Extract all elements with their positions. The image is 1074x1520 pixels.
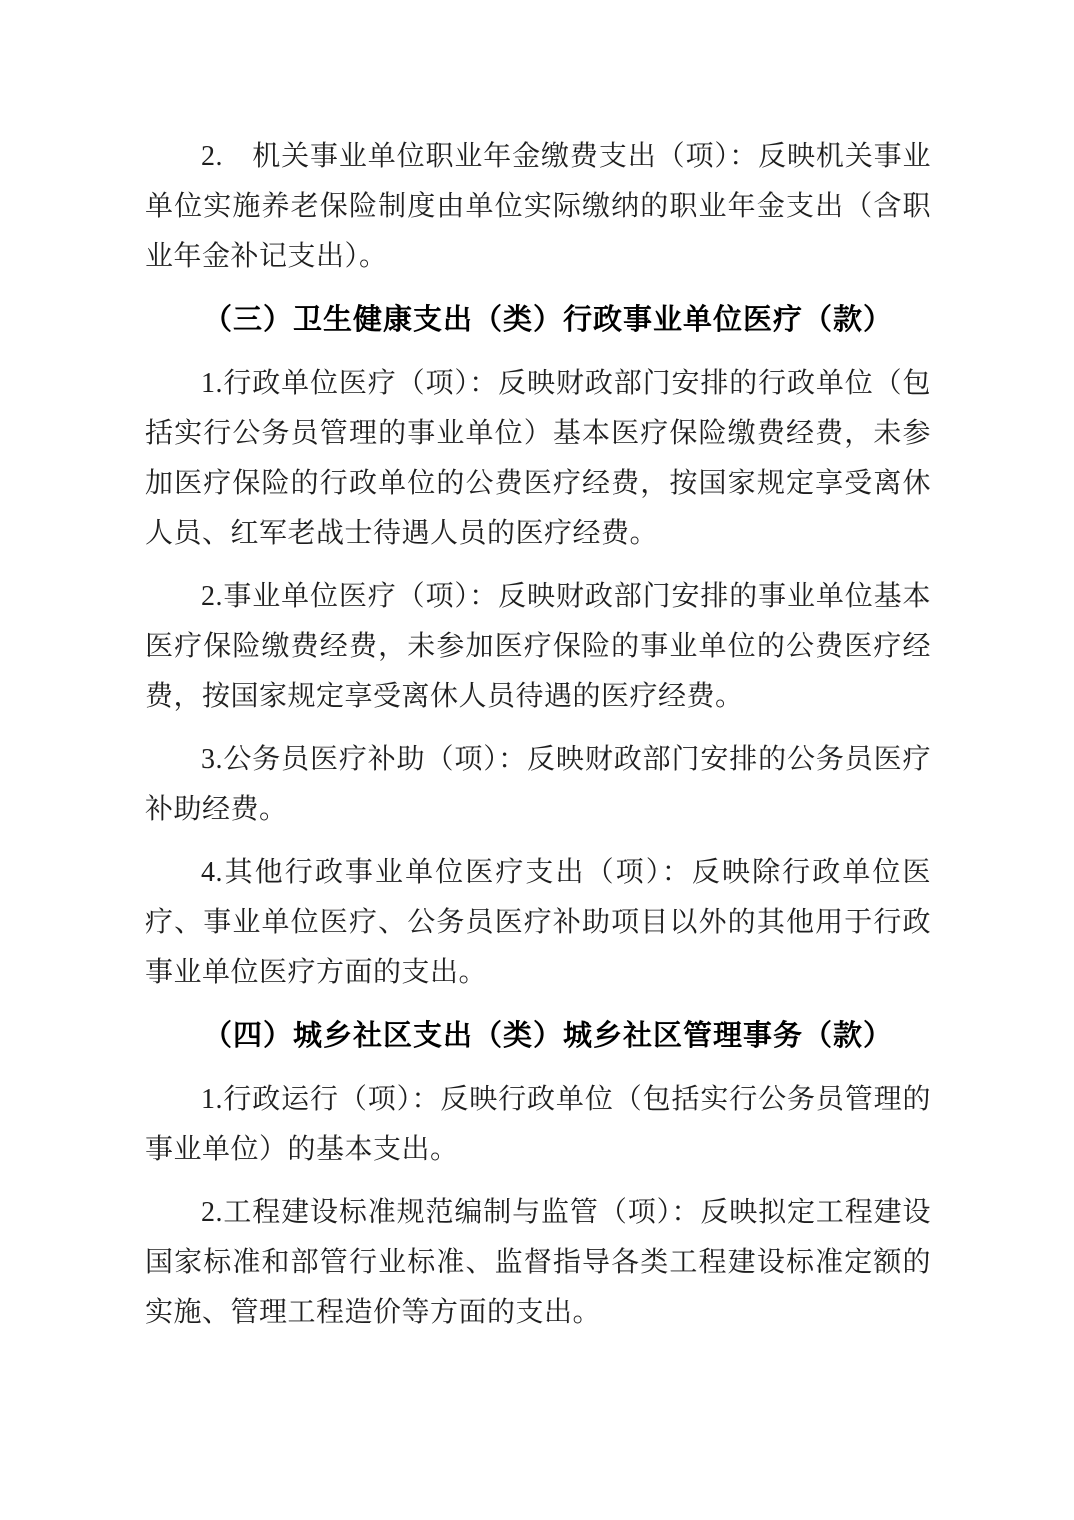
section-heading: （四）城乡社区支出（类）城乡社区管理事务（款） [203,1020,894,1052]
paragraph: 2.工程建设标准规范编制与监管（项）：反映拟定工程建设国家标准和部管行业标准、监督指导各类工程建设标准定额的实施、管理工程造价等方面的支出。 [145,1197,931,1328]
paragraph: 4.其他行政事业单位医疗支出（项）：反映除行政单位医疗、事业单位医疗、公务员医疗补助项目以外的其他用于行政事业单位医疗方面的支出。 [145,857,931,988]
paragraph: 1.行政运行（项）：反映行政单位（包括实行公务员管理的事业单位）的基本支出。 [145,1084,931,1165]
document-body [145,132,931,1351]
paragraph: 1.行政单位医疗（项）：反映财政部门安排的行政单位（包括实行公务员管理的事业单位）基本医疗保险缴费经费，未参加医疗保险的行政单位的公费医疗经费，按国家规定享受离休人员、红军老战士待遇人员的医疗经费。 [145,368,931,549]
paragraph: 3.公务员医疗补助（项）：反映财政部门安排的公务员医疗补助经费。 [145,744,931,825]
paragraph: 2. 机关事业单位职业年金缴费支出（项）：反映机关事业单位实施养老保险制度由单位实际缴纳的职业年金支出（含职业年金补记支出）。 [145,141,931,272]
paragraph: 2.事业单位医疗（项）：反映财政部门安排的事业单位基本医疗保险缴费经费，未参加医疗保险的事业单位的公费医疗经费，按国家规定享受离休人员待遇的医疗经费。 [145,581,931,712]
section-heading: （三）卫生健康支出（类）行政事业单位医疗（款） [203,304,894,336]
